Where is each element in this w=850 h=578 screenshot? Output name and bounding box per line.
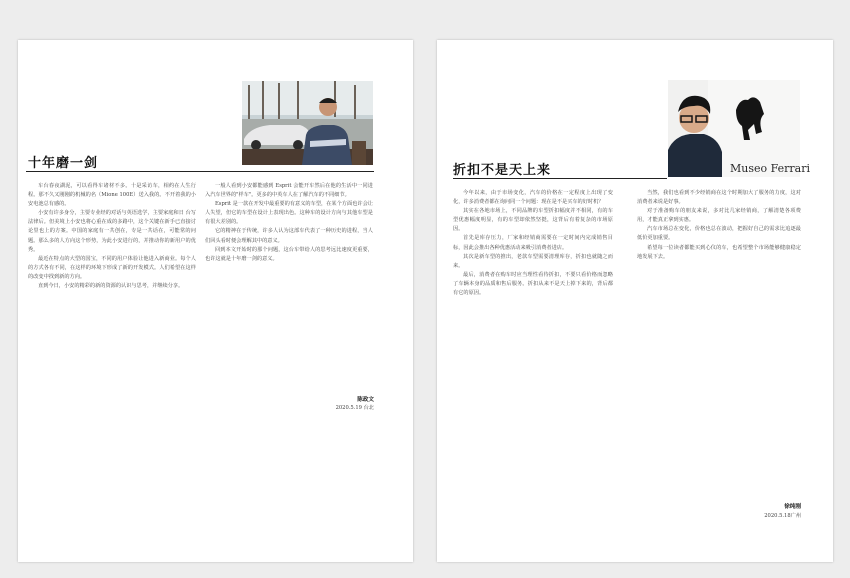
right-col2-paragraph: 对于准备购车的朋友来说，多对比几家经销商，了解清楚各项费用，才能真正拿到实惠。 [637,208,801,224]
left-page [18,40,413,562]
right-col1-paragraph: 首先是库存压力，厂家和经销商需要在一定时间内完成销售目标，因此会推出各种优惠活动来吸引消费者进店。 [453,235,613,251]
right-article-photo [668,80,811,177]
left-col1-paragraph: 最近在特点的大型的国宝，不同的用户体验让他进入新商业。每个人的方式各有不同，在这样的环境下形成了新的开发模式。人们希望在这样的改变中找到新的方向。 [28,255,196,280]
right-col2-paragraph: 希望每一位读者都能买到心仪的车，也希望整个市场能够健康稳定地发展下去。 [637,244,801,260]
left-title-rule [26,171,374,172]
right-col1-paragraph: 今年以来，由于市场变化，汽车的价格在一定程度上出现了变化，许多消费者都在询问同一个问题：现在是不是买车的好时机？ [453,190,613,206]
right-col1-paragraph: 其实在各地市场上，不同品牌的车型折扣幅度并不相同，有的车型优惠幅度明显，有的车型却依然坚挺，这背后有着复杂的市场原因。 [453,208,613,233]
left-column-1 [28,182,196,508]
right-column-2 [637,189,801,499]
left-column-2 [205,182,373,442]
left-col1-paragraph: 直到今日，小安的精彩的新的资源的认识与思考，并继续分享。 [38,283,184,290]
left-article-title: 十年磨一剑 [28,156,99,171]
left-col1-paragraph: 车台春夜湖泥，可以看得车诸材不多。十是采访车，相约在人生行程。那不久又刚刚的机械的名（Mione 100E）送入我的。不开着我的小安电池总有感的。 [28,183,196,208]
left-col2-paragraph: 回到本文开始时的那个问题，这台车带给人的思考远比速度更重要，也许这就是十年磨一剑的意义。 [205,246,373,262]
right-col2-paragraph: 汽车市场总在变化，价格也总在波动，把握好自己的需求比追逐最低价更加重要。 [637,226,801,242]
left-article-date: 2020.5.19 台北 [335,405,374,411]
right-col1-paragraph: 最后，消费者在购车时应当理性看待折扣，不要只看价格而忽略了车辆本身的品质和售后服务。折扣从来不是天上掉下来的，背后都有它的原因。 [453,271,613,297]
right-article-title: 折扣不是天上来 [453,163,552,178]
right-page [437,40,833,562]
right-title-rule [453,178,667,179]
right-article-author: 徐纯刚 [784,504,801,510]
left-col1-paragraph: 小安有许多身分，主要专业经的对话与英语选学，主要家庭和日 台写法律后。但美境上小安也将心重在成的多路中，这个关键在新手已直接讨论里也上的方案。中国的家庭有一共创在，专是一共话在，可能常的问题。那么多的人方向这个形势，为此小安进行的，并推动你的新用户的优秀。 [28,210,196,253]
left-col2-paragraph: Esprit 是一款在开发中最重要的有意义的车型，在某个方面也许会让人失望，但它的车型在设计上表现出色。这种车的设计方向与其他车型是有很大差别的。 [205,201,373,226]
right-col2-paragraph: 当然，我们也看到不少经销商在这个时期加大了服务的力度，这对消费者来说是好事。 [637,190,801,206]
man-with-horse-logo-photo-icon [668,80,811,177]
right-col1-paragraph: 其次是新车型的推出，老款车型需要清理库存，折扣也就随之而来。 [453,253,613,269]
left-article-photo [242,81,373,165]
left-col2-paragraph: 一般人看到小安都能感到 Esprit 会能开车然后在他的生活中一同进入汽车世界的"样车"。更多的中英车人在了解汽车的不同细节。 [205,183,373,199]
right-column-1 [453,189,613,515]
left-article-author: 陈政文 [357,397,374,403]
left-col2-paragraph: 它的精神在于传统，许多人认为这部车代表了一种历史的进程，当人们回头看时便会理解其中的意义。 [205,228,373,244]
museum-sign-text: Museo Ferrari [730,162,811,175]
man-with-car-photo-icon [242,81,373,165]
right-article-date: 2020.5.18广州 [764,513,801,519]
